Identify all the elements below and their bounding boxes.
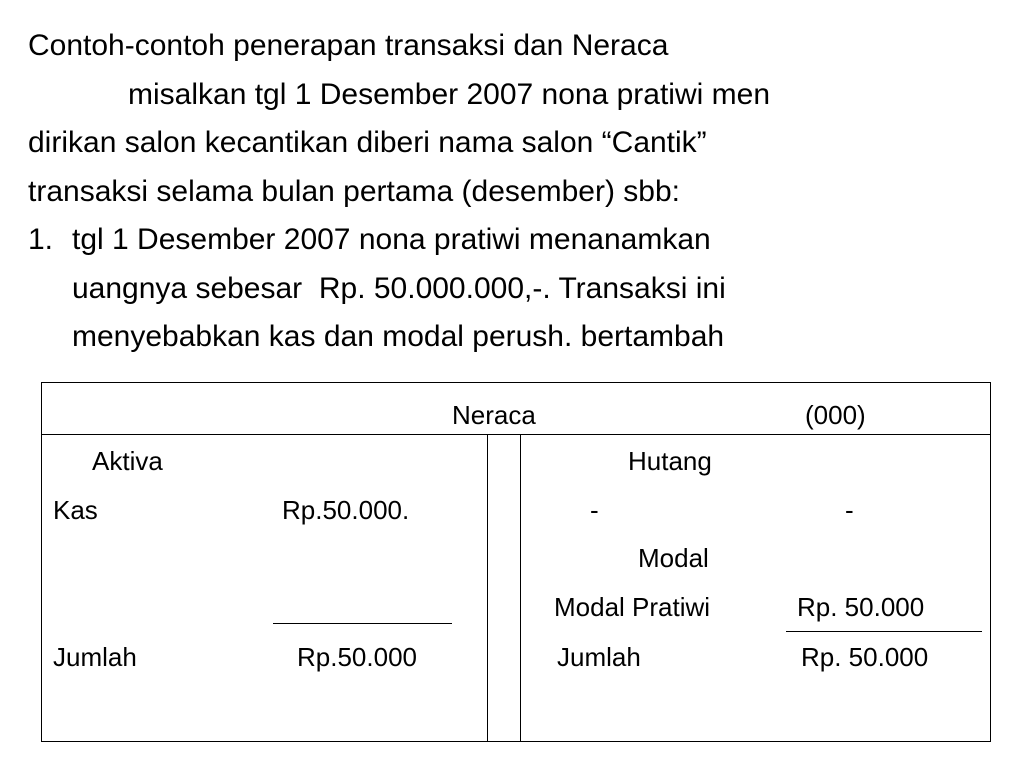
balance-sheet-header bbox=[42, 383, 990, 435]
modal-heading: Modal bbox=[638, 543, 709, 573]
hutang-dash-left: - bbox=[590, 495, 599, 525]
list-number: 1. bbox=[28, 223, 54, 256]
document-text bbox=[28, 22, 1008, 362]
aktiva-heading: Aktiva bbox=[92, 446, 163, 476]
balance-sheet-unit: (000) bbox=[805, 400, 866, 430]
intro-line: misalkan tgl 1 Desember 2007 nona pratiwi men bbox=[128, 77, 770, 111]
list-line: menyebabkan kas dan modal perush. bertambah bbox=[72, 320, 725, 353]
hutang-heading: Hutang bbox=[628, 446, 712, 476]
list-item bbox=[28, 216, 1008, 362]
intro-line: dirikan salon kecantikan diberi nama salon “Cantik” bbox=[28, 126, 707, 159]
aktiva-total-label: Jumlah bbox=[53, 642, 137, 672]
column-separator bbox=[487, 435, 521, 741]
document-title: Contoh-contoh penerapan transaksi dan Neraca bbox=[28, 29, 669, 62]
balance-sheet-table bbox=[41, 382, 991, 742]
list-line: tgl 1 Desember 2007 nona pratiwi menanamkan bbox=[72, 223, 711, 256]
pasiva-total-rule bbox=[786, 631, 982, 632]
hutang-dash-right: - bbox=[845, 495, 854, 525]
intro-line: transaksi selama bulan pertama (desember) sbb: bbox=[28, 174, 680, 208]
pasiva-total-value: Rp. 50.000 bbox=[801, 642, 929, 672]
modal-pratiwi-label: Modal Pratiwi bbox=[554, 592, 711, 622]
modal-pratiwi-value: Rp. 50.000 bbox=[797, 592, 925, 622]
list-line: uangnya sebesar Rp. 50.000.000,-. Transaksi ini bbox=[72, 271, 726, 305]
aktiva-total-rule bbox=[273, 623, 452, 624]
kas-value: Rp.50.000. bbox=[282, 495, 410, 525]
pasiva-total-label: Jumlah bbox=[557, 642, 641, 672]
aktiva-total-value: Rp.50.000 bbox=[297, 642, 417, 672]
kas-label: Kas bbox=[53, 495, 98, 525]
balance-sheet-title: Neraca bbox=[452, 400, 536, 430]
